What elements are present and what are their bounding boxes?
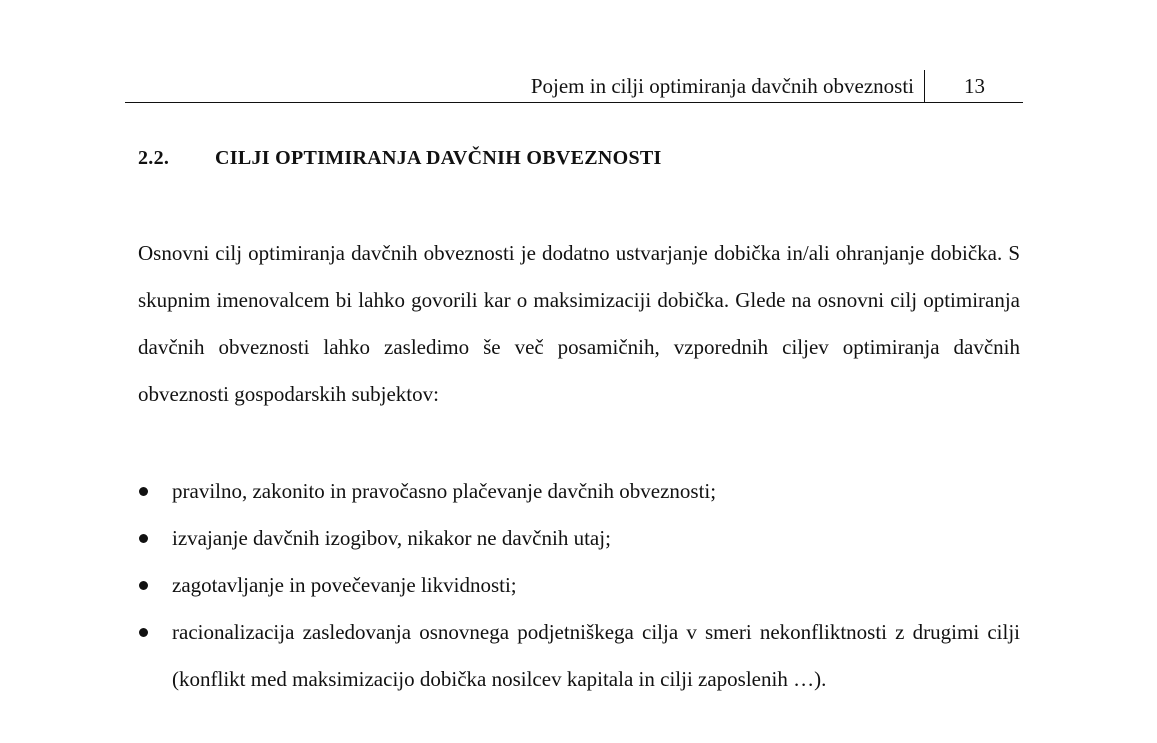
bullet-icon: [139, 534, 148, 543]
section-number: 2.2.: [138, 147, 170, 169]
list-item: [138, 515, 1020, 562]
bullet-icon: [139, 628, 148, 637]
page-number: 13: [964, 74, 985, 98]
section-title: CILJI OPTIMIRANJA DAVČNIH OBVEZNOSTI: [215, 147, 662, 169]
list-item-text: pravilno, zakonito in pravočasno plačevanje davčnih obveznosti;: [172, 479, 717, 503]
running-header: [125, 68, 1023, 103]
bullet-icon: [139, 581, 148, 590]
list-item: [138, 468, 1020, 515]
list-item: [138, 609, 1020, 703]
bullet-list: [138, 468, 1020, 703]
list-item-text: izvajanje davčnih izogibov, nikakor ne davčnih utaj;: [172, 526, 611, 550]
list-item-text: zagotavljanje in povečevanje likvidnosti;: [172, 573, 517, 597]
section-heading: [138, 147, 662, 170]
body-paragraph: Osnovni cilj optimiranja davčnih obveznosti je dodatno ustvarjanje dobička in/ali ohranjanje dobička. S skupnim imenovalcem bi lahko govorili kar o maksimizaciji dobička. Glede na osnovni cilj optimiranja davčnih obveznosti lahko zasledimo še več posamičnih, vzporednih ciljev optimiranja davčnih obveznosti gospodarskih subjektov:: [138, 241, 1020, 406]
bullet-icon: [139, 487, 148, 496]
list-item: [138, 562, 1020, 609]
header-divider: [924, 70, 925, 102]
header-title: Pojem in cilji optimiranja davčnih obveznosti: [530, 74, 914, 98]
list-item-text: racionalizacija zasledovanja osnovnega podjetniškega cilja v smeri nekonfliktnosti z drugimi cilji (konflikt med maksimizacijo dobička nosilcev kapitala in cilji zaposlenih …).: [172, 620, 1020, 691]
